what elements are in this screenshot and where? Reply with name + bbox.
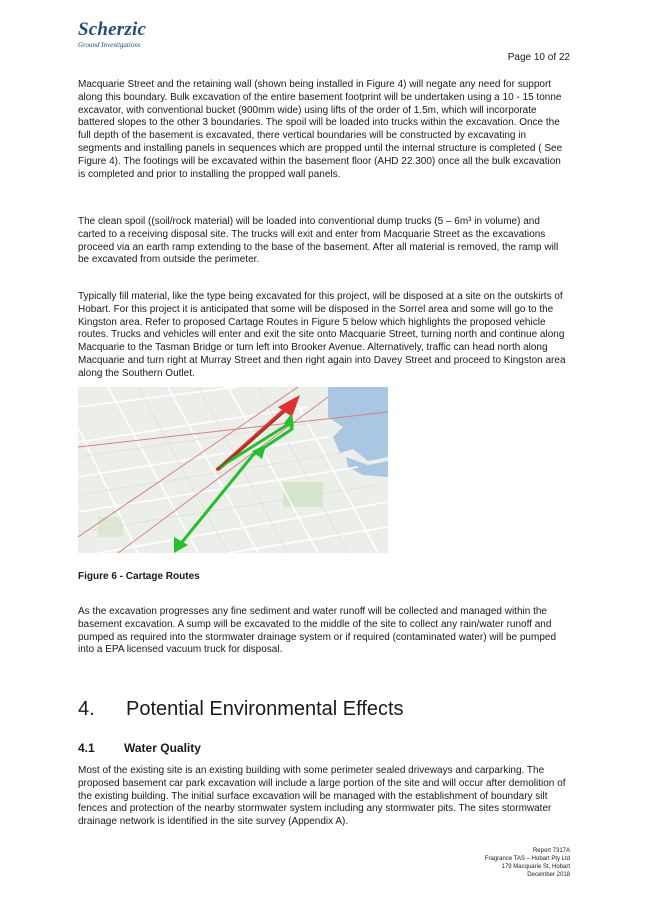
subsection-title: Water Quality (124, 741, 201, 755)
footer-report: Report 7317A (532, 848, 570, 854)
section-heading (78, 698, 404, 721)
subsection-heading (78, 741, 201, 755)
logo-name: Scherzic (78, 19, 147, 40)
paragraph-runoff: As the excavation progresses any fine sediment and water runoff will be collected and managed within the basement excavation. A sump will be excavated to the middle of the site to collect any rain/water runoff and pumped as required into the stormwater drainage system or if required (contaminated water) will be pumped into a EPA licensed vacuum truck for disposal. (78, 606, 557, 656)
paragraph-water-quality: Most of the existing site is an existing building with some perimeter sealed driveways and carparking. The proposed basement car park excavation will include a large portion of the site and will occur after demolition of the existing building. The initial surface excavation will be managed with the establishment of boundary silt fences and protection of the nearby stormwater system including any stormwater pits. The sites stormwater drainage network is identified in the site survey (Appendix A). (78, 765, 566, 828)
company-logo (78, 20, 146, 49)
footer-date: December 2018 (527, 872, 570, 878)
section-number: 4. (78, 698, 95, 720)
subsection-number: 4.1 (78, 741, 95, 755)
paragraph-spoil: The clean spoil ((soil/rock material) will be loaded into conventional dump trucks (5 – 6m³ in volume) and carted to a receiving disposal site. The trucks will exit and enter from Macquarie Street as the excavations proceed via an earth ramp extending to the base of the basement. After all material is removed, the ramp will be excavated from outside the perimeter. (78, 216, 559, 266)
figure-caption: Figure 6 - Cartage Routes (78, 571, 200, 582)
section-title: Potential Environmental Effects (126, 698, 404, 720)
page-number: Page 10 of 22 (507, 52, 570, 63)
footer-company: Fragrance TAS – Hobart Pty Ltd (484, 856, 570, 862)
logo-subtitle: Ground Investigations (78, 41, 141, 49)
footer-block (485, 847, 570, 879)
paragraph-disposal: Typically fill material, like the type being excavated for this project, will be disposed at a site on the outskirts of Hobart. For this project it is anticipated that some will be disposed in the Sorrel area and some will go to the Kingston area. Refer to proposed Cartage Routes in Figure 5 below which highlights the proposed vehicle routes. Trucks and vehicles will enter and exit the site onto Macquarie Street, turning north and continue along Macquarie to the Tasman Bridge or turn left into Brooker Avenue. Alternatively, traffic can head north along Macquarie and turn right at Murray Street and then right again into Davey Street and proceed to Kingston area along the Southern Outlet. (78, 291, 566, 379)
cartage-routes-map (78, 387, 388, 553)
footer-address: 179 Macquarie St, Hobart (501, 864, 570, 870)
paragraph-excavation: Macquarie Street and the retaining wall (shown being installed in Figure 4) will negate any need for support along this boundary. Bulk excavation of the entire basement footprint will be undertaken using a 10 - 15 tonne excavator, with conventional bucket (900mm wide) using lifts of the order of 1.5m, which will incorporate battered slopes to the other 3 boundaries. The spoil will be loaded into trucks within the excavation. Once the full depth of the basement is excavated, there vertical boundaries will be constructed by excavating in segments and installing panels in sequences which are propped until the internal structure is completed ( See Figure 4). The footings will be excavated within the basement floor (AHD 22.300) once all the bulk excavation is completed and prior to installing the propped wall panels. (78, 79, 563, 180)
